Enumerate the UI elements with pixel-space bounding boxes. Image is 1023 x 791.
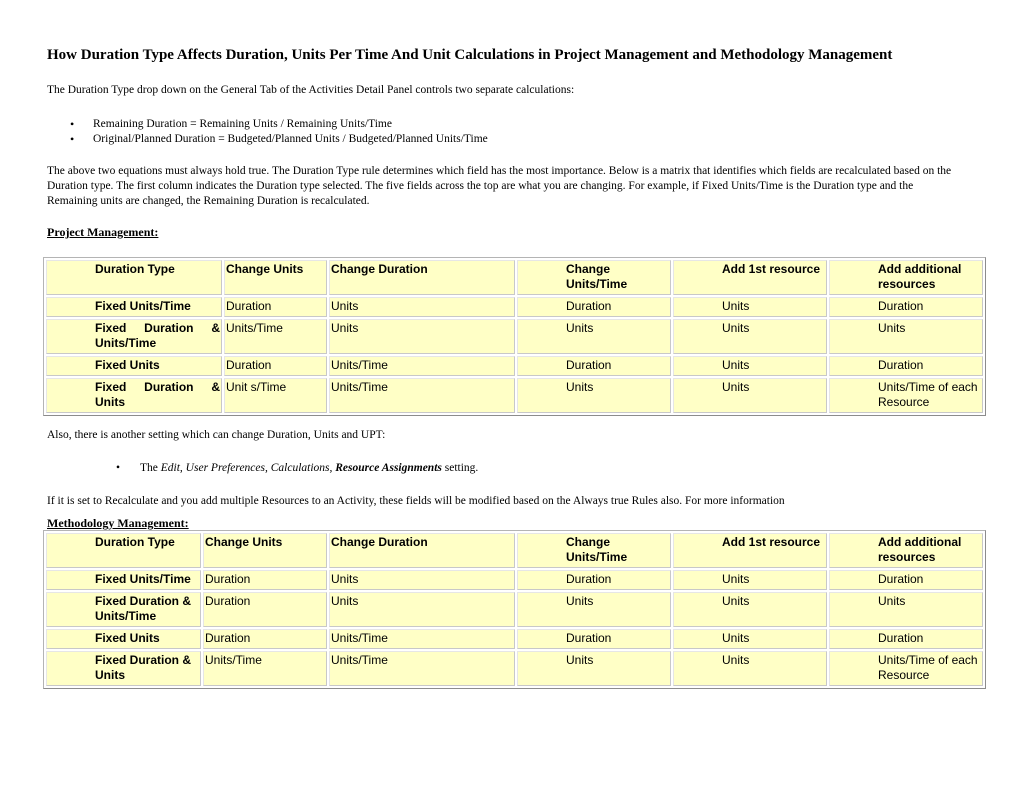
header-cell: Duration Type	[46, 260, 222, 295]
table-cell: Units	[517, 651, 671, 686]
project-management-heading: Project Management:	[47, 225, 159, 239]
table-cell: Unit s/Time	[224, 378, 327, 413]
header-cell: Change Units/Time	[517, 533, 671, 568]
duration-type-cell: Fixed Units	[46, 356, 222, 376]
setting-prefix: The	[140, 462, 161, 474]
table-row	[46, 592, 983, 627]
table-cell: Duration	[829, 629, 983, 649]
table-cell: Units/Time	[224, 319, 327, 354]
table-row	[46, 319, 983, 354]
project-management-matrix	[43, 257, 986, 416]
header-cell: Change Duration	[329, 533, 515, 568]
duration-type-cell: Fixed Duration & Units	[46, 378, 222, 413]
table-cell: Duration	[517, 570, 671, 590]
methodology-management-heading: Methodology Management:	[47, 516, 189, 530]
duration-type-cell: Fixed Units/Time	[46, 297, 222, 317]
table-cell: Units/Time	[203, 651, 327, 686]
table-row	[46, 629, 983, 649]
table-cell: Duration	[829, 570, 983, 590]
equation-item: • Original/Planned Duration = Budgeted/Planned Units / Budgeted/Planned Units/Time	[70, 132, 488, 147]
methodology-management-matrix	[43, 530, 986, 689]
table-cell: Units	[673, 629, 827, 649]
table-cell: Units/Time	[329, 356, 515, 376]
table-cell: Duration	[203, 570, 327, 590]
table-cell: Units/Time	[329, 651, 515, 686]
intro-paragraph: The Duration Type drop down on the General Tab of the Activities Detail Panel controls two separate calculations:	[47, 84, 575, 96]
table-header-row	[46, 260, 983, 295]
table-cell: Duration	[203, 592, 327, 627]
equation-item: • Remaining Duration = Remaining Units / Remaining Units/Time	[70, 117, 488, 132]
table-cell: Units	[329, 319, 515, 354]
table-cell: Units	[329, 570, 515, 590]
header-cell: Duration Type	[46, 533, 201, 568]
table-cell: Units	[829, 319, 983, 354]
table-cell: Units/Time	[329, 629, 515, 649]
table-cell: Units/Time of each Resource	[829, 378, 983, 413]
table-header-row	[46, 533, 983, 568]
explanation-paragraph: The above two equations must always hold true. The Duration Type rule determines which field has the most importance. Below is a matrix that identifies which fields are recalculated based on the Duration type. The first column indicates the Duration type selected. The five fields across the top are what you are changing. For example, if Fixed Units/Time is the Duration type and the Remaining units are changed, the Remaining Duration is recalculated.	[47, 165, 952, 207]
setting-path: Edit, User Preferences, Calculations,	[160, 462, 336, 474]
header-cell: Add 1st resource	[673, 533, 827, 568]
table-cell: Duration	[224, 297, 327, 317]
also-paragraph: Also, there is another setting which can change Duration, Units and UPT:	[47, 429, 386, 441]
table-row	[46, 297, 983, 317]
table-cell: Duration	[829, 297, 983, 317]
setting-name: Resource Assignments	[335, 462, 442, 474]
page-title: How Duration Type Affects Duration, Units Per Time And Unit Calculations in Project Management and Methodology Management	[47, 47, 893, 63]
table-row	[46, 570, 983, 590]
setting-suffix: setting.	[441, 462, 479, 474]
header-cell: Change Duration	[329, 260, 515, 295]
header-cell: Change Units	[224, 260, 327, 295]
header-cell: Add 1st resource	[673, 260, 827, 295]
table-cell: Units	[673, 570, 827, 590]
table-cell: Units	[517, 319, 671, 354]
table-cell: Units/Time	[329, 378, 515, 413]
table-cell: Units	[673, 592, 827, 627]
table-cell: Units/Time of each Resource	[829, 651, 983, 686]
table-row	[46, 356, 983, 376]
table-cell: Units	[673, 319, 827, 354]
table-cell: Units	[673, 378, 827, 413]
table-cell: Units	[673, 651, 827, 686]
table-cell: Units	[517, 378, 671, 413]
table-row	[46, 651, 983, 686]
table-cell: Duration	[517, 297, 671, 317]
table-cell: Duration	[829, 356, 983, 376]
recalculate-paragraph: If it is set to Recalculate and you add multiple Resources to an Activity, these fields will be modified based on the Always true Rules also. For more information	[47, 495, 785, 507]
table-cell: Units	[329, 297, 515, 317]
duration-type-cell: Fixed Units	[46, 629, 201, 649]
table-cell: Units	[517, 592, 671, 627]
table-row	[46, 378, 983, 413]
header-cell: Add additional resources	[829, 260, 983, 295]
table-cell: Units	[673, 297, 827, 317]
setting-bullet	[116, 461, 478, 476]
table-cell: Units	[829, 592, 983, 627]
table-cell: Duration	[517, 356, 671, 376]
header-cell: Change Units/Time	[517, 260, 671, 295]
equation-list	[70, 117, 488, 147]
header-cell: Change Units	[203, 533, 327, 568]
table-cell: Duration	[517, 629, 671, 649]
table-cell: Duration	[203, 629, 327, 649]
duration-type-cell: Fixed Duration & Units	[46, 651, 201, 686]
duration-type-cell: Fixed Duration & Units/Time	[46, 319, 222, 354]
duration-type-cell: Fixed Units/Time	[46, 570, 201, 590]
bullet-glyph: •	[116, 462, 121, 474]
table-cell: Units	[673, 356, 827, 376]
duration-type-cell: Fixed Duration & Units/Time	[46, 592, 201, 627]
table-cell: Units	[329, 592, 515, 627]
table-cell: Duration	[224, 356, 327, 376]
header-cell: Add additional resources	[829, 533, 983, 568]
